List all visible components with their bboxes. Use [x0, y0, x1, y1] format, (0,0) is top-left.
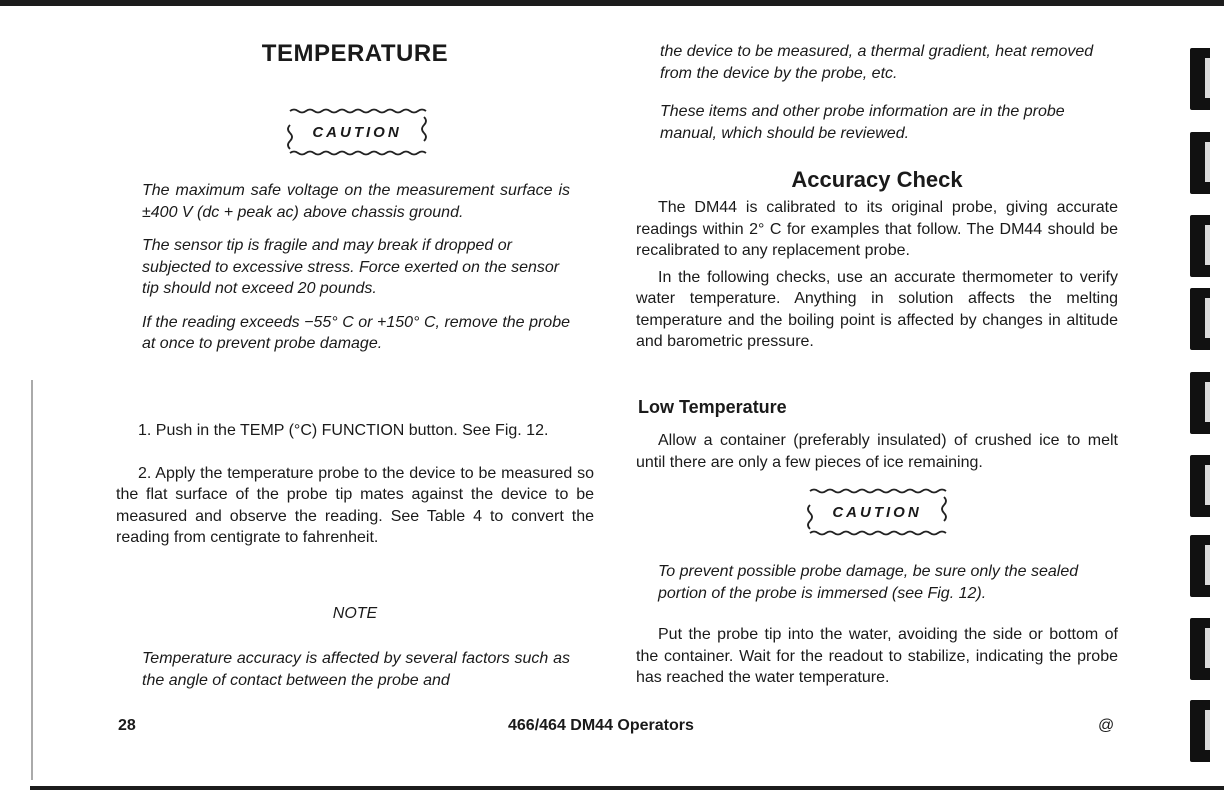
binder-tab	[1190, 618, 1210, 680]
caution-label: CAUTION	[832, 503, 922, 521]
caution-range-text: If the reading exceeds −55° C or +150° C, remove the probe at once to prevent probe damage.	[142, 313, 570, 352]
footer-mark: @	[1098, 717, 1115, 734]
accuracy-check-heading: Accuracy Check	[791, 167, 963, 192]
left-margin-rule	[31, 380, 33, 780]
footer-title: 466/464 DM44 Operators	[508, 717, 694, 734]
top-border	[0, 0, 1224, 6]
accuracy-para-1: The DM44 is calibrated to its original probe, giving accurate readings within 2° C for examples that follow. The DM44 should be recalibrated to any replacement probe.	[636, 199, 1118, 259]
probe-damage-caution-text: To prevent possible probe damage, be sure only the sealed portion of the probe is immersed (see Fig. 12).	[658, 563, 1079, 602]
page-title: TEMPERATURE	[261, 40, 449, 67]
low-temperature-para-2: Put the probe tip into the water, avoiding the side or bottom of the container. Wait for the readout to stabilize, indicating the probe has reached the water temperature.	[636, 626, 1118, 686]
caution-box	[286, 107, 428, 157]
note-text: Temperature accuracy is affected by several factors such as the angle of contact between the probe and	[142, 650, 570, 689]
note-label: NOTE	[332, 605, 378, 622]
binder-tab	[1190, 372, 1210, 434]
bottom-border	[30, 786, 1224, 790]
note-continuation-block	[660, 41, 1110, 144]
steps-block	[116, 420, 594, 549]
accuracy-block	[636, 197, 1118, 353]
binder-tab	[1190, 535, 1210, 597]
caution-text-block	[142, 180, 570, 355]
low-temperature-para-1: Allow a container (preferably insulated) of crushed ice to melt until there are only a few pieces of ice remaining.	[636, 432, 1118, 471]
caution-fragile-text: The sensor tip is fragile and may break if dropped or subjected to excessive stress. Force exerted on the sensor tip should not exceed 20 pounds.	[142, 237, 560, 297]
caution-box-2	[806, 487, 948, 537]
binder-tab	[1190, 215, 1210, 277]
note-continued-text: the device to be measured, a thermal gradient, heat removed from the device by the probe, etc.	[660, 43, 1094, 82]
caution-voltage-text: The maximum safe voltage on the measurement surface is ±400 V (dc + peak ac) above chassis ground.	[142, 182, 570, 221]
caution-label: CAUTION	[312, 123, 402, 141]
note-more-text: These items and other probe information are in the probe manual, which should be reviewed.	[660, 103, 1065, 142]
binder-tab	[1190, 700, 1210, 762]
binder-tab	[1190, 288, 1210, 350]
binder-tab	[1190, 48, 1210, 110]
page-number: 28	[118, 717, 136, 734]
binder-tab	[1190, 132, 1210, 194]
step-2: 2. Apply the temperature probe to the device to be measured so the flat surface of the probe tip mates against the device to be measured and observe the reading. See Table 4 to convert the reading from centigrate to fahrenheit.	[116, 464, 594, 546]
step-1: 1. Push in the TEMP (°C) FUNCTION button. See Fig. 12.	[138, 422, 549, 439]
accuracy-para-2: In the following checks, use an accurate thermometer to verify water temperature. Anything in solution affects the melting temperature and the boiling point is affected by changes in altitude and barometric pressure.	[636, 268, 1118, 350]
binder-tab	[1190, 455, 1210, 517]
low-temperature-heading: Low Temperature	[638, 397, 787, 417]
